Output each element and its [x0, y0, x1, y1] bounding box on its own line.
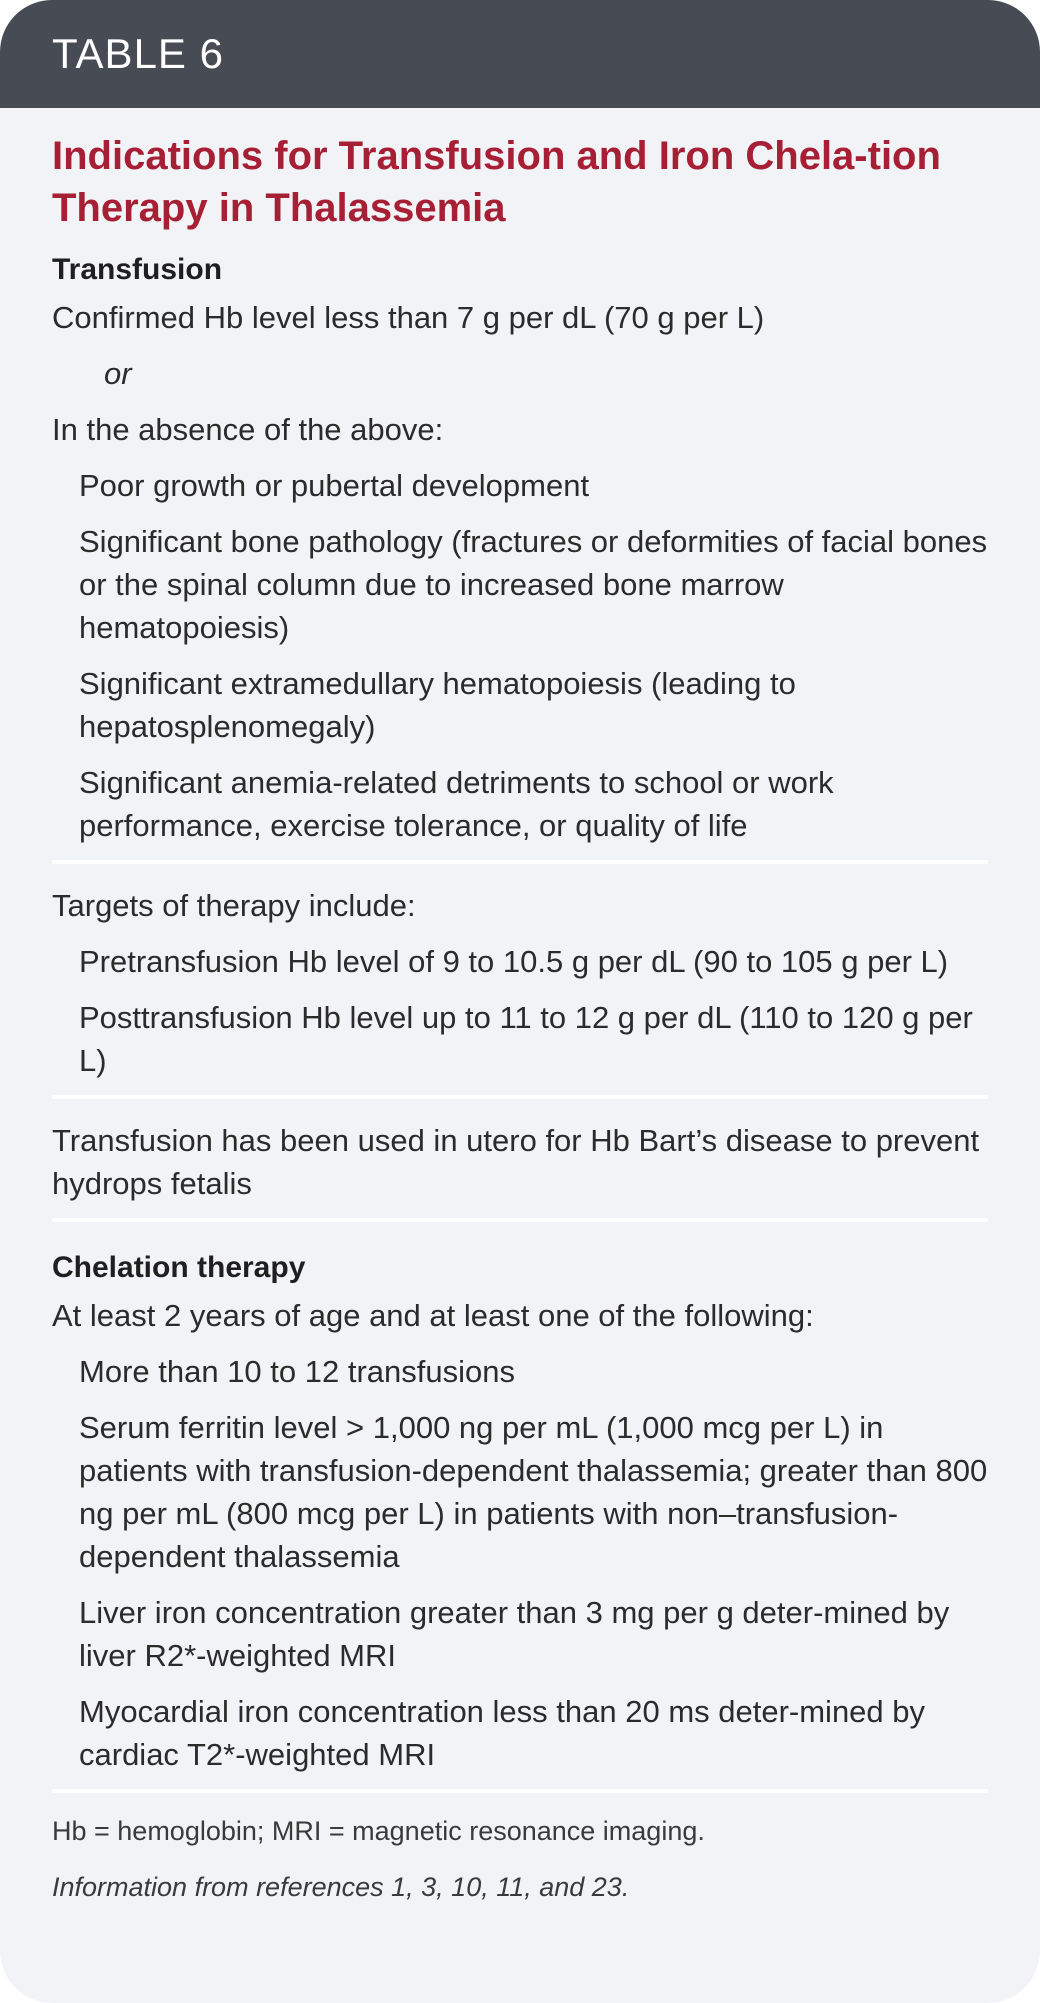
chelation-intro: At least 2 years of age and at least one of the following: [52, 1298, 814, 1333]
table-content [0, 108, 1040, 1905]
target-item: Posttransfusion Hb level up to 11 to 12 g per dL (110 to 120 g per L) [79, 1000, 973, 1078]
divider [52, 1218, 988, 1222]
divider [52, 860, 988, 864]
divider [52, 1789, 988, 1793]
chelation-heading: Chelation therapy [52, 1251, 306, 1284]
absence-item: Significant bone pathology (fractures or deformities of facial bones or the spinal column due to increased bone marrow hematopoiesis) [79, 524, 988, 645]
targets-intro: Targets of therapy include: [52, 888, 416, 923]
table-header [0, 0, 1040, 108]
table-title: Indications for Transfusion and Iron Chela-tion Therapy in Thalassemia [52, 134, 941, 230]
target-item: Pretransfusion Hb level of 9 to 10.5 g per dL (90 to 105 g per L) [79, 944, 949, 979]
transfusion-heading: Transfusion [52, 253, 223, 286]
chelation-item: Liver iron concentration greater than 3 mg per g deter-mined by liver R2*-weighted MRI [79, 1595, 950, 1673]
chelation-item: Myocardial iron concentration less than 20 ms deter-mined by cardiac T2*-weighted MRI [79, 1694, 926, 1772]
absence-item: Poor growth or pubertal development [79, 468, 590, 503]
abbreviations-footnote: Hb = hemoglobin; MRI = magnetic resonance imaging. [52, 1816, 705, 1846]
chelation-item: More than 10 to 12 transfusions [79, 1354, 515, 1389]
or-connector: or [104, 356, 132, 391]
source-footnote: Information from references 1, 3, 10, 11, and 23. [52, 1872, 630, 1902]
absence-intro: In the absence of the above: [52, 412, 444, 447]
table-label: TABLE 6 [52, 30, 224, 77]
absence-item: Significant anemia-related detriments to school or work performance, exercise tolerance, or quality of life [79, 765, 834, 843]
in-utero-note: Transfusion has been used in utero for Hb Bart’s disease to prevent hydrops fetalis [52, 1123, 980, 1201]
chelation-item: Serum ferritin level > 1,000 ng per mL (1,000 mcg per L) in patients with transfusion-dependent thalassemia; greater than 800 ng per mL (800 mcg per L) in patients with non–transfusion-dependent thalassemia [79, 1410, 988, 1574]
divider [52, 1095, 988, 1099]
absence-item: Significant extramedullary hematopoiesis (leading to hepatosplenomegaly) [79, 666, 796, 744]
hb-criterion: Confirmed Hb level less than 7 g per dL (70 g per L) [52, 300, 765, 335]
